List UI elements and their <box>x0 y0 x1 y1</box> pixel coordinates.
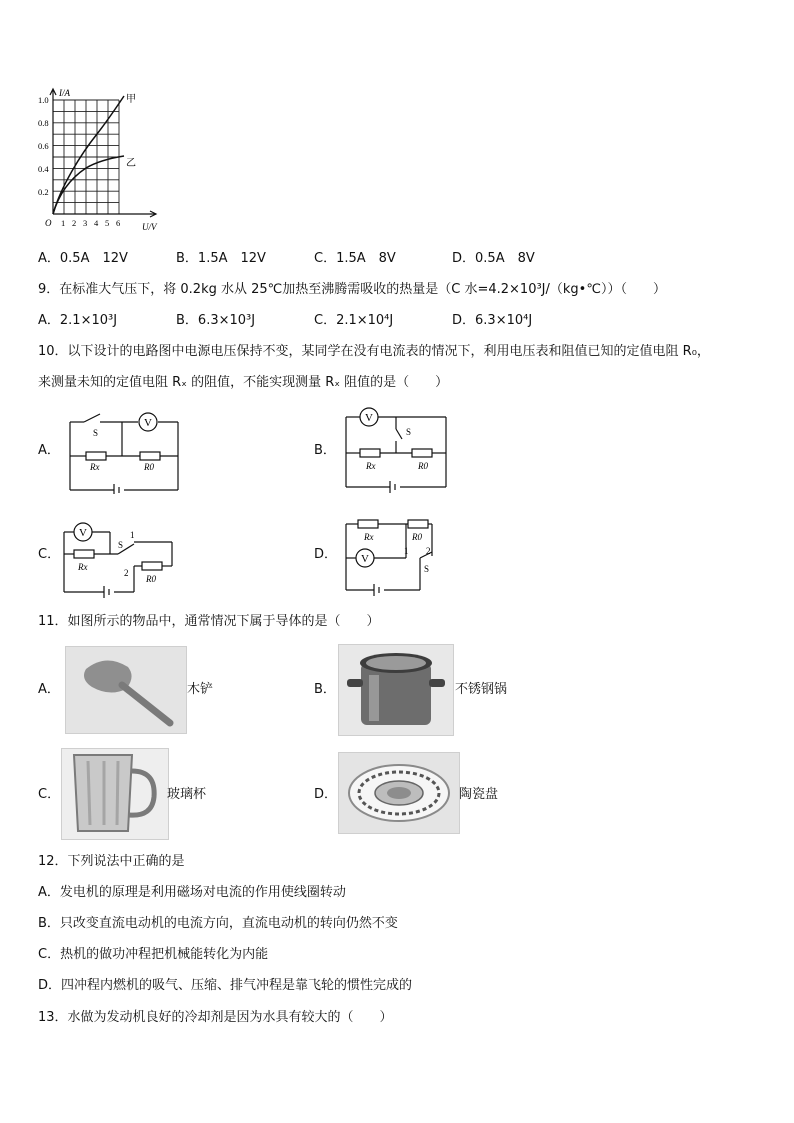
stainless-pot-image[interactable] <box>338 644 454 736</box>
q12-option-a[interactable]: A．发电机的原理是利用磁场对电流的作用使线圈转动 <box>38 885 346 900</box>
x-tick: 4 <box>94 218 99 228</box>
q10-option-b-label[interactable]: B． <box>314 443 336 458</box>
y-tick: 1.0 <box>38 95 49 105</box>
svg-text:1: 1 <box>130 530 135 540</box>
q8-option-b[interactable]: B．1.5A 12V <box>176 251 266 266</box>
svg-text:Rx: Rx <box>366 461 376 471</box>
svg-text:S: S <box>118 540 124 550</box>
svg-text:R0: R0 <box>412 532 422 542</box>
q12-option-d[interactable]: D．四冲程内燃机的吸气、压缩、排气冲程是靠飞轮的惯性完成的 <box>38 978 413 993</box>
q12-stem: 12．下列说法中正确的是 <box>38 854 185 869</box>
svg-text:S: S <box>406 427 412 437</box>
x-tick: 1 <box>61 218 66 228</box>
q10-option-c-label[interactable]: C． <box>38 547 61 562</box>
svg-text:R0: R0 <box>144 462 154 472</box>
q9-option-c[interactable]: C．2.1×10⁴J <box>314 313 394 328</box>
svg-text:V: V <box>144 417 152 429</box>
q11-option-d-letter[interactable]: D． <box>314 787 338 802</box>
q9-stem: 9．在标准大气压下，将 0.2kg 水从 25℃加热至沸腾需吸收的热量是（C 水=4.2×10³J/（kg•℃））（ ） <box>38 282 666 297</box>
svg-text:R0: R0 <box>146 574 156 584</box>
q11-option-b-letter[interactable]: B． <box>314 682 336 697</box>
y-tick: 0.6 <box>38 141 49 151</box>
q9-option-a[interactable]: A．2.1×10³J <box>38 313 118 328</box>
svg-text:V: V <box>79 527 87 539</box>
q11-option-a-letter[interactable]: A． <box>38 682 60 697</box>
svg-text:S: S <box>424 564 430 574</box>
y-tick: 0.4 <box>38 164 49 174</box>
q10-option-d-label[interactable]: D． <box>314 547 338 562</box>
x-tick: 3 <box>83 218 88 228</box>
y-axis-label: I/A <box>59 88 70 98</box>
svg-text:V: V <box>365 412 373 424</box>
q11-option-d-caption: 陶瓷盘 <box>459 787 499 802</box>
q11-stem: 11．如图所示的物品中，通常情况下属于导体的是（ ） <box>38 614 380 629</box>
svg-text:S: S <box>93 428 99 438</box>
q11-option-b-caption: 不锈钢锅 <box>455 682 508 697</box>
curve-yi-label: 乙 <box>126 158 136 169</box>
q8-option-c[interactable]: C．1.5A 8V <box>314 251 396 266</box>
iu-graph <box>36 86 176 232</box>
svg-text:Rx: Rx <box>78 562 88 572</box>
q12-option-c[interactable]: C．热机的做功冲程把机械能转化为内能 <box>38 947 269 962</box>
y-tick: 0.8 <box>38 118 49 128</box>
q10-option-a-label[interactable]: A． <box>38 443 60 458</box>
svg-text:2: 2 <box>426 546 431 556</box>
svg-text:2: 2 <box>124 568 129 578</box>
wooden-spatula-image[interactable] <box>65 646 187 734</box>
q10-circuit-c[interactable] <box>60 520 178 600</box>
y-tick: 0.2 <box>38 187 49 197</box>
curve-jia-label: 甲 <box>126 94 136 105</box>
q8-option-d[interactable]: D．0.5A 8V <box>452 251 535 266</box>
q11-option-a-caption: 木铲 <box>187 682 214 697</box>
q10-circuit-d[interactable] <box>340 514 448 600</box>
q11-option-c-caption: 玻璃杯 <box>167 787 207 802</box>
origin-label: O <box>45 218 52 228</box>
q13-stem: 13．水做为发动机良好的冷却剂是因为水具有较大的（ ） <box>38 1010 393 1025</box>
q10-stem-line2: 来测量未知的定值电阻 Rₓ 的阻值，不能实现测量 Rₓ 阻值的是（ ） <box>38 375 449 390</box>
x-axis-label: U/V <box>142 222 157 232</box>
glass-cup-image[interactable] <box>61 748 169 840</box>
q10-stem-line1: 10．以下设计的电路图中电源电压保持不变，某同学在没有电流表的情况下，利用电压表和阻值已知的定值电阻 R₀， <box>38 344 710 359</box>
q12-option-b[interactable]: B．只改变直流电动机的电流方向，直流电动机的转向仍然不变 <box>38 916 398 931</box>
q9-option-d[interactable]: D．6.3×10⁴J <box>452 313 533 328</box>
x-tick: 5 <box>105 218 110 228</box>
q10-circuit-a[interactable] <box>66 410 182 494</box>
svg-text:R0: R0 <box>418 461 428 471</box>
svg-text:V: V <box>361 553 369 565</box>
ceramic-plate-image[interactable] <box>338 752 460 834</box>
q11-option-c-letter[interactable]: C． <box>38 787 61 802</box>
x-tick: 2 <box>72 218 77 228</box>
q10-circuit-b[interactable] <box>342 407 450 493</box>
q8-option-a[interactable]: A．0.5A 12V <box>38 251 128 266</box>
x-tick: 6 <box>116 218 121 228</box>
svg-text:Rx: Rx <box>90 462 100 472</box>
svg-text:Rx: Rx <box>364 532 374 542</box>
q9-option-b[interactable]: B．6.3×10³J <box>176 313 256 328</box>
svg-text:1: 1 <box>404 546 409 556</box>
